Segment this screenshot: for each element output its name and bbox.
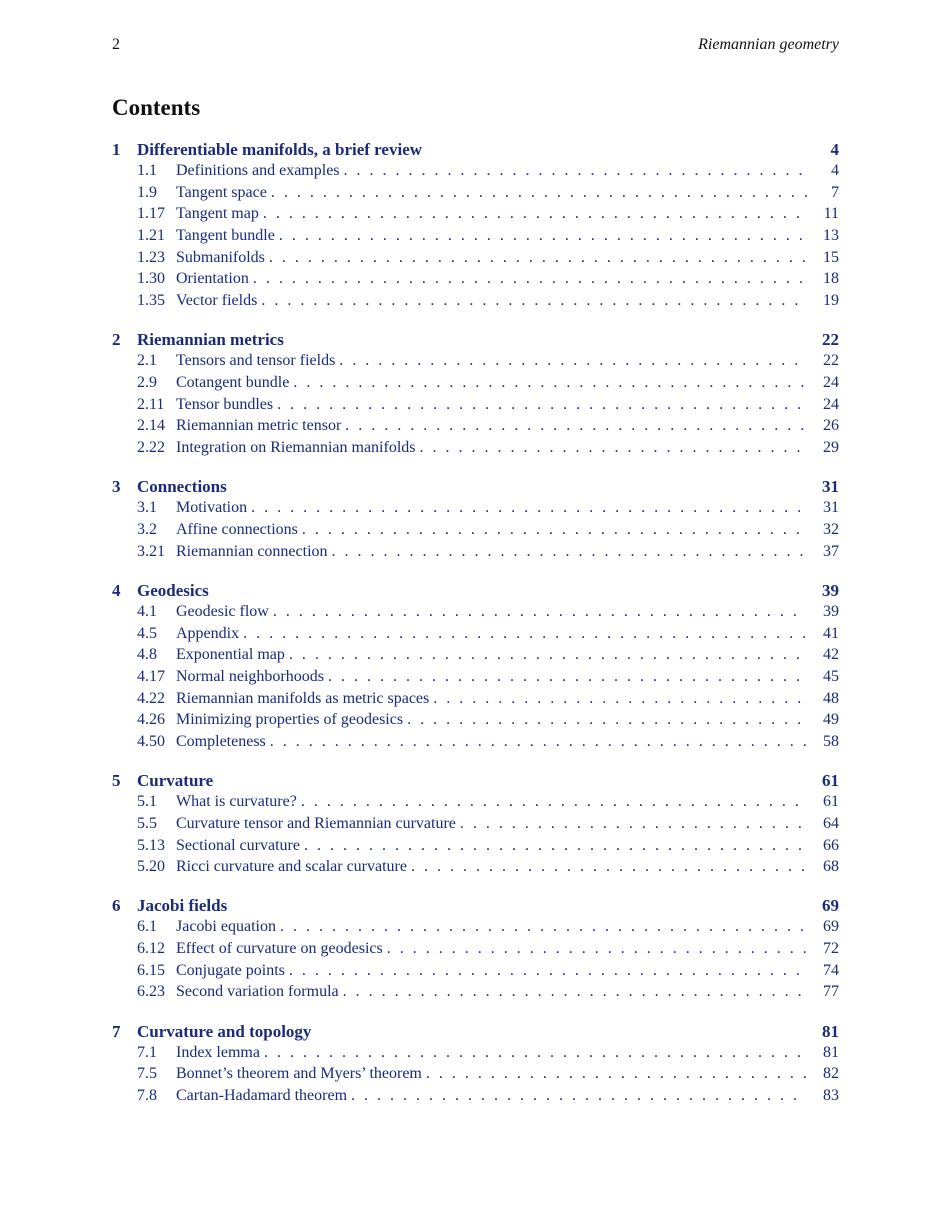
dot-leader <box>407 711 807 729</box>
section-page: 11 <box>823 205 839 223</box>
section-title: Appendix <box>176 624 240 642</box>
section-title: Curvature tensor and Riemannian curvature <box>176 814 456 832</box>
chapter-entry-link[interactable] <box>112 771 839 793</box>
section-title: Bonnet’s theorem and Myers’ theorem <box>176 1065 422 1083</box>
toc-chapter <box>112 896 839 1005</box>
section-page: 42 <box>823 646 839 664</box>
section-number: 5.20 <box>137 858 165 876</box>
section-entry-link[interactable] <box>112 940 839 962</box>
chapter-number: 7 <box>112 1021 121 1041</box>
dot-leader <box>253 270 807 288</box>
chapter-page: 31 <box>822 477 839 497</box>
section-title: Tangent bundle <box>176 227 275 245</box>
chapter-entry-link[interactable] <box>112 140 839 162</box>
section-page: 69 <box>823 918 839 936</box>
chapter-entry-link[interactable] <box>112 1022 839 1044</box>
chapter-entry-link[interactable] <box>112 896 839 918</box>
section-number: 3.21 <box>137 542 165 560</box>
section-page: 7 <box>831 183 839 201</box>
dot-leader <box>289 962 807 980</box>
section-entry-link[interactable] <box>112 396 839 418</box>
section-title: Geodesic flow <box>176 602 269 620</box>
section-page: 68 <box>823 858 839 876</box>
section-number: 1.23 <box>137 248 165 266</box>
chapter-title: Riemannian metrics <box>137 330 284 350</box>
section-page: 4 <box>831 162 839 179</box>
section-number: 6.15 <box>137 961 165 979</box>
section-entry-link[interactable] <box>112 184 839 206</box>
page-number: 2 <box>112 36 120 53</box>
section-page: 26 <box>823 417 839 435</box>
section-number: 2.9 <box>137 374 157 391</box>
chapter-number: 5 <box>112 771 121 791</box>
dot-leader <box>264 1044 807 1062</box>
section-title: Definitions and examples <box>176 162 340 179</box>
section-page: 66 <box>823 836 839 854</box>
toc-chapter <box>112 581 839 755</box>
section-title: Tensors and tensor fields <box>176 352 336 370</box>
running-title: Riemannian geometry <box>698 36 839 53</box>
dot-leader <box>270 733 807 751</box>
section-title: Sectional curvature <box>176 836 300 854</box>
chapter-page: 39 <box>822 580 839 600</box>
section-title: Ricci curvature and scalar curvature <box>176 858 407 876</box>
section-title: Vector fields <box>176 292 258 310</box>
section-number: 2.1 <box>137 352 157 370</box>
dot-leader <box>344 162 807 180</box>
section-number: 7.5 <box>137 1065 157 1083</box>
chapter-title: Connections <box>137 477 227 497</box>
section-title: Submanifolds <box>176 248 265 266</box>
section-page: 29 <box>823 439 839 457</box>
dot-leader <box>426 1065 807 1083</box>
section-page: 83 <box>823 1087 839 1104</box>
section-number: 4.50 <box>137 732 165 750</box>
section-entry-link[interactable] <box>112 543 839 565</box>
section-entry-link[interactable] <box>112 646 839 668</box>
section-entry-link[interactable] <box>112 793 839 815</box>
section-page: 15 <box>823 248 839 266</box>
section-entry-link[interactable] <box>112 625 839 647</box>
section-entry-link[interactable] <box>112 521 839 543</box>
section-title: Riemannian metric tensor <box>176 417 342 435</box>
section-title: Cartan-Hadamard theorem <box>176 1087 348 1104</box>
section-number: 2.14 <box>137 417 165 435</box>
section-page: 37 <box>823 542 839 560</box>
section-title: Integration on Riemannian manifolds <box>176 439 416 457</box>
section-page: 24 <box>823 395 839 413</box>
section-number: 1.35 <box>137 292 165 310</box>
table-of-contents <box>112 140 839 1125</box>
section-page: 31 <box>823 499 839 517</box>
toc-chapter <box>112 330 839 460</box>
section-page: 32 <box>823 520 839 538</box>
chapter-number: 6 <box>112 896 121 916</box>
section-entry-link[interactable] <box>112 439 839 461</box>
toc-chapter <box>112 140 839 314</box>
dot-leader <box>280 918 807 936</box>
dot-leader <box>289 646 807 664</box>
section-number: 5.5 <box>137 814 157 832</box>
section-title: Normal neighborhoods <box>176 667 324 685</box>
section-entry-link[interactable] <box>112 858 839 880</box>
section-entry-link[interactable] <box>112 603 839 625</box>
dot-leader <box>302 521 807 539</box>
section-entry-link[interactable] <box>112 711 839 733</box>
section-page: 74 <box>823 961 839 979</box>
chapter-page: 61 <box>822 771 839 791</box>
section-page: 72 <box>823 940 839 958</box>
dot-leader <box>261 292 807 310</box>
section-title: Minimizing properties of geodesics <box>176 711 404 729</box>
section-page: 77 <box>823 983 839 1001</box>
section-page: 48 <box>823 689 839 707</box>
chapter-number: 2 <box>112 330 121 350</box>
section-page: 49 <box>823 711 839 729</box>
section-page: 22 <box>823 352 839 370</box>
section-entry-link[interactable] <box>112 1065 839 1087</box>
section-page: 64 <box>823 814 839 832</box>
dot-leader <box>328 668 807 686</box>
dot-leader <box>301 793 807 811</box>
chapter-number: 1 <box>112 140 121 159</box>
running-header <box>112 36 839 58</box>
dot-leader <box>277 396 807 414</box>
chapter-title: Jacobi fields <box>137 896 228 916</box>
section-page: 81 <box>823 1043 839 1061</box>
dot-leader <box>279 227 807 245</box>
section-entry-link[interactable] <box>112 962 839 984</box>
dot-leader <box>263 205 807 223</box>
section-title: Tensor bundles <box>176 395 274 413</box>
section-title: Second variation formula <box>176 983 339 1001</box>
section-number: 2.22 <box>137 439 165 457</box>
section-title: Completeness <box>176 732 266 750</box>
section-page: 61 <box>823 793 839 811</box>
section-title: Orientation <box>176 270 249 288</box>
chapter-number: 3 <box>112 477 121 497</box>
toc-chapter <box>112 1022 839 1109</box>
section-number: 4.1 <box>137 602 157 620</box>
dot-leader <box>433 690 807 708</box>
section-entry-link[interactable] <box>112 983 839 1005</box>
section-number: 4.26 <box>137 711 165 729</box>
dot-leader <box>271 184 807 202</box>
dot-leader <box>345 417 807 435</box>
section-number: 7.8 <box>137 1087 157 1104</box>
dot-leader <box>411 858 807 876</box>
section-number: 1.1 <box>137 162 157 179</box>
section-entry-link[interactable] <box>112 374 839 396</box>
section-title: Affine connections <box>176 520 298 538</box>
dot-leader <box>460 815 807 833</box>
section-title: Index lemma <box>176 1043 260 1061</box>
section-entry-link[interactable] <box>112 668 839 690</box>
section-entry-link[interactable] <box>112 1044 839 1066</box>
chapter-entry-link[interactable] <box>112 581 839 603</box>
dot-leader <box>251 499 807 517</box>
section-entry-link[interactable] <box>112 815 839 837</box>
section-page: 24 <box>823 374 839 391</box>
dot-leader <box>304 837 807 855</box>
section-number: 6.12 <box>137 940 165 958</box>
section-title: Conjugate points <box>176 961 285 979</box>
section-entry-link[interactable] <box>112 292 839 314</box>
section-page: 45 <box>823 667 839 685</box>
section-title: Tangent map <box>176 205 259 223</box>
chapter-number: 4 <box>112 580 121 600</box>
chapter-page: 22 <box>822 330 839 350</box>
section-number: 4.17 <box>137 667 165 685</box>
section-entry-link[interactable] <box>112 162 839 184</box>
section-number: 4.5 <box>137 624 157 642</box>
dot-leader <box>343 983 807 1001</box>
contents-heading: Contents <box>112 95 201 120</box>
section-title: Motivation <box>176 499 248 517</box>
section-page: 58 <box>823 732 839 750</box>
section-number: 7.1 <box>137 1043 157 1061</box>
section-number: 4.8 <box>137 646 157 664</box>
dot-leader <box>293 374 807 392</box>
dot-leader <box>351 1087 807 1105</box>
section-entry-link[interactable] <box>112 837 839 859</box>
section-entry-link[interactable] <box>112 227 839 249</box>
section-title: Tangent space <box>176 183 267 201</box>
section-entry-link[interactable] <box>112 733 839 755</box>
section-entry-link[interactable] <box>112 249 839 271</box>
dot-leader <box>269 249 807 267</box>
section-entry-link[interactable] <box>112 352 839 374</box>
section-number: 1.21 <box>137 227 165 245</box>
chapter-page: 4 <box>830 140 839 159</box>
section-title: Cotangent bundle <box>176 374 290 391</box>
section-entry-link[interactable] <box>112 918 839 940</box>
dot-leader <box>243 625 807 643</box>
section-entry-link[interactable] <box>112 1087 839 1109</box>
section-title: Riemannian manifolds as metric spaces <box>176 689 430 707</box>
section-number: 5.13 <box>137 836 165 854</box>
section-page: 18 <box>823 270 839 288</box>
section-number: 1.30 <box>137 270 165 288</box>
section-number: 1.9 <box>137 183 157 201</box>
section-number: 5.1 <box>137 793 157 811</box>
section-page: 13 <box>823 227 839 245</box>
section-title: What is curvature? <box>176 793 297 811</box>
section-title: Exponential map <box>176 646 285 664</box>
dot-leader <box>387 940 807 958</box>
section-entry-link[interactable] <box>112 205 839 227</box>
section-number: 2.11 <box>137 395 165 413</box>
dot-leader <box>339 352 807 370</box>
section-number: 6.23 <box>137 983 165 1001</box>
section-title: Effect of curvature on geodesics <box>176 940 383 958</box>
section-page: 82 <box>823 1065 839 1083</box>
section-title: Riemannian connection <box>176 542 328 560</box>
chapter-title: Differentiable manifolds, a brief review <box>137 140 423 159</box>
section-entry-link[interactable] <box>112 499 839 521</box>
section-title: Jacobi equation <box>176 918 276 936</box>
chapter-title: Curvature and topology <box>137 1021 312 1041</box>
section-number: 6.1 <box>137 918 157 936</box>
chapter-entry-link[interactable] <box>112 477 839 499</box>
dot-leader <box>273 603 807 621</box>
chapter-entry-link[interactable] <box>112 330 839 352</box>
section-entry-link[interactable] <box>112 690 839 712</box>
chapter-title: Curvature <box>137 771 214 791</box>
toc-chapter <box>112 477 839 564</box>
section-number: 4.22 <box>137 689 165 707</box>
section-number: 1.17 <box>137 205 165 223</box>
section-number: 3.1 <box>137 499 157 517</box>
section-page: 39 <box>823 602 839 620</box>
section-entry-link[interactable] <box>112 270 839 292</box>
chapter-title: Geodesics <box>137 580 209 600</box>
section-entry-link[interactable] <box>112 417 839 439</box>
chapter-page: 69 <box>822 896 839 916</box>
dot-leader <box>332 543 807 561</box>
chapter-page: 81 <box>822 1021 839 1041</box>
dot-leader <box>420 439 808 457</box>
section-number: 3.2 <box>137 520 157 538</box>
section-page: 19 <box>823 292 839 310</box>
section-page: 41 <box>823 624 839 642</box>
toc-chapter <box>112 771 839 880</box>
